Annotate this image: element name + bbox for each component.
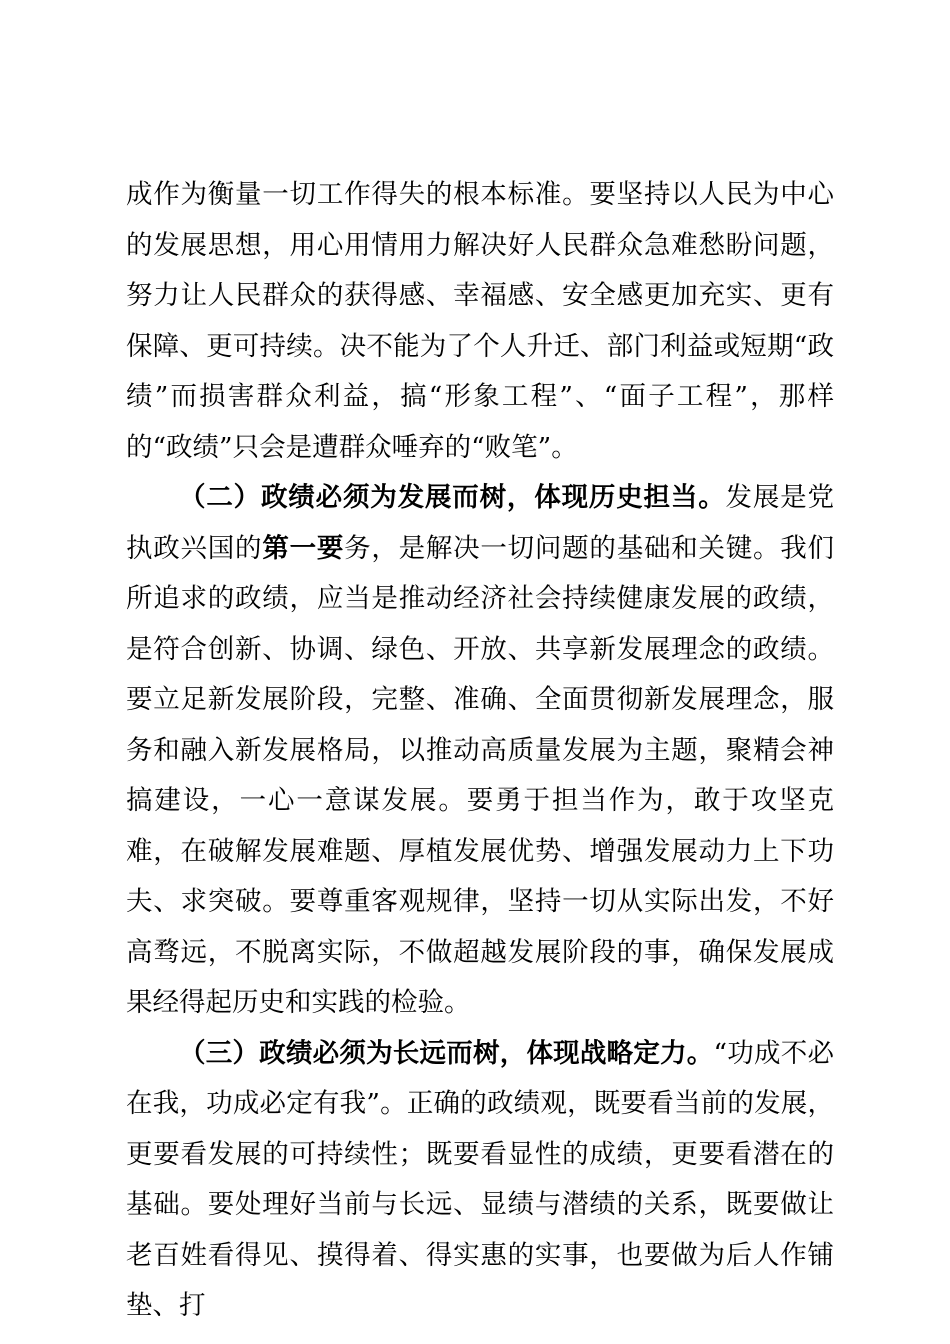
paragraph-1: [126, 170, 834, 473]
paragraph-2: [126, 473, 834, 1029]
paragraph-2-text-start: 发展是党执政兴国的: [126, 482, 835, 564]
section-heading-2: （二）政绩必须为发展而树，体现历史担当。: [179, 482, 726, 513]
section-heading-3: （三）政绩必须为长远而树，体现战略定力。: [179, 1037, 714, 1069]
document-body: [126, 170, 834, 1332]
paragraph-3-text: “功成不必在我，功成必定有我”。正确的政绩观，既要看当前的发展，更要看发展的可持续性；既要看显性的成绩，更要看潜在的基础。要处理好当前与长远、显绩与潜绩的关系，既要做让老百姓看得见、摸得着、得实惠的实事，也要做为后人作铺垫、打: [126, 1037, 834, 1321]
paragraph-3: [126, 1029, 834, 1332]
paragraph-1-text: 成作为衡量一切工作得失的根本标准。要坚持以人民为中心的发展思想，用心用情用力解决好人民群众急难愁盼问题，努力让人民群众的获得感、幸福感、安全感更加充实、更有保障、更可持续。决不能为了个人升迁、部门利益或短期“政绩”而损害群众利益，搞“形象工程”、“面子工程”，那样的“政绩”只会是遭群众唾弃的“败笔”。: [126, 179, 834, 463]
paragraph-2-text-end: 务，是解决一切问题的基础和关键。我们所追求的政绩，应当是推动经济社会持续健康发展的政绩，是符合创新、协调、绿色、开放、共享新发展理念的政绩。要立足新发展阶段，完整、准确、全面贯彻新发展理念，服务和融入新发展格局，以推动高质量发展为主题，聚精会神搞建设，一心一意谋发展。要勇于担当作为，敢于攻坚克难，在破解发展难题、厚植发展优势、增强发展动力上下功夫、求突破。要尊重客观规律，坚持一切从实际出发，不好高骛远，不脱离实际，不做超越发展阶段的事，确保发展成果经得起历史和实践的检验。: [126, 532, 835, 1018]
paragraph-2-bold-text: 第一要: [262, 532, 345, 564]
